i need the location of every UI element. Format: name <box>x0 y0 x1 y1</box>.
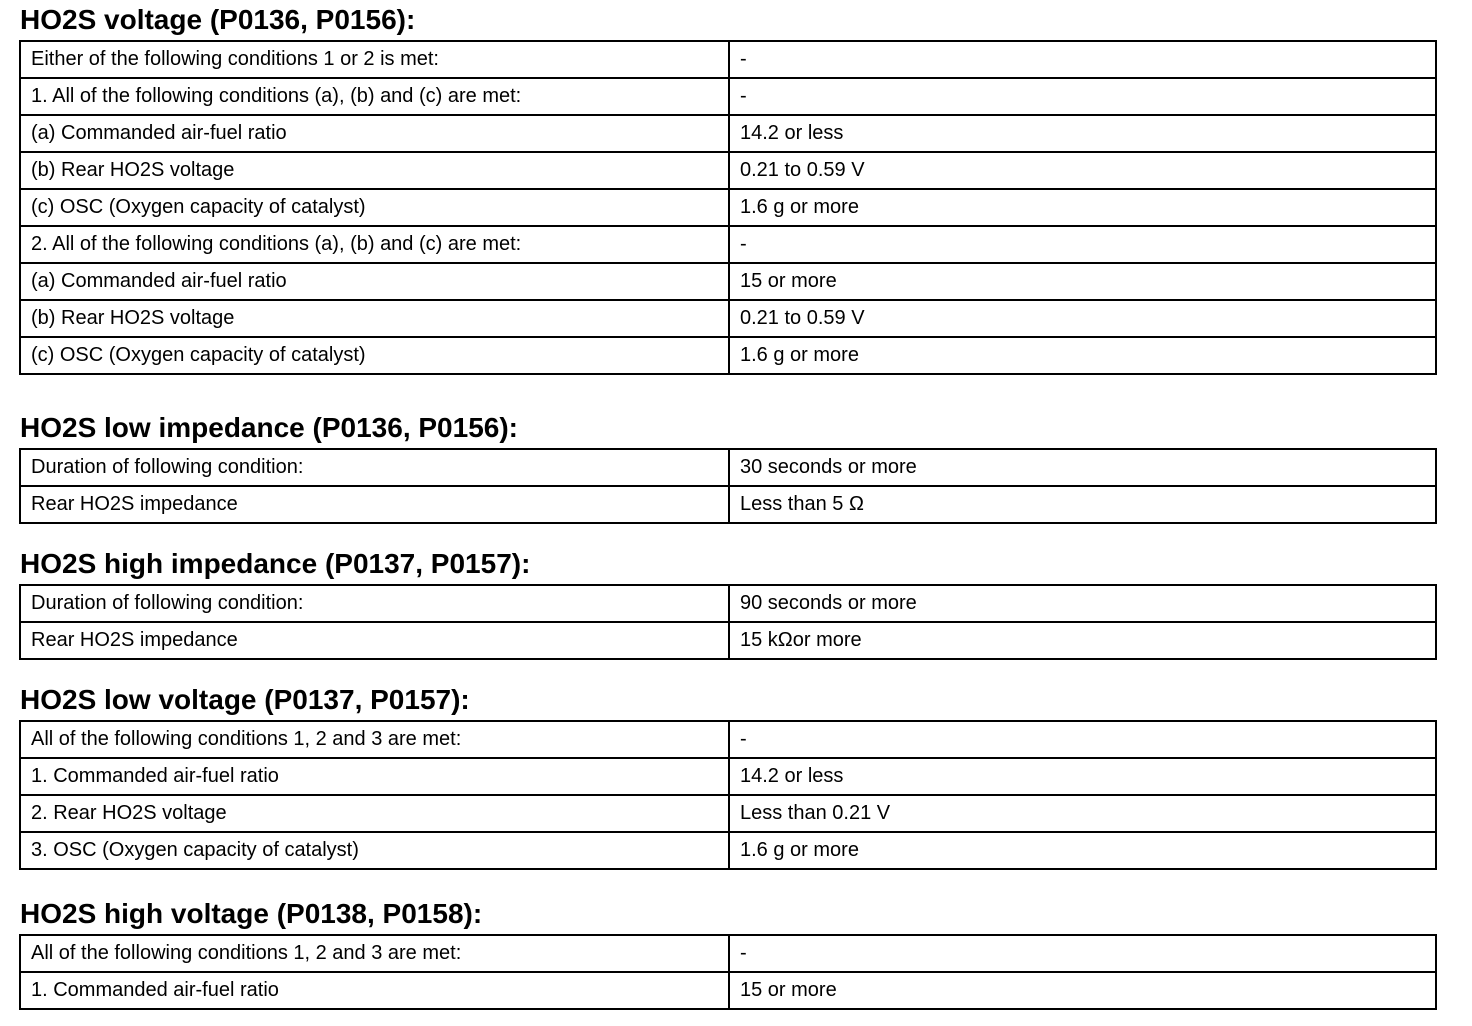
table-row <box>20 300 1436 337</box>
condition-table <box>19 448 1437 524</box>
table-row <box>20 449 1436 486</box>
table-row <box>20 832 1436 869</box>
condition-cell: 3. OSC (Oxygen capacity of catalyst) <box>20 832 729 869</box>
table-row <box>20 585 1436 622</box>
table-row <box>20 721 1436 758</box>
condition-cell: 2. All of the following conditions (a), (b) and (c) are met: <box>20 226 729 263</box>
value-cell: - <box>729 78 1436 115</box>
condition-cell: 1. Commanded air-fuel ratio <box>20 758 729 795</box>
value-cell: 15 kΩor more <box>729 622 1436 659</box>
value-cell: - <box>729 226 1436 263</box>
condition-cell: All of the following conditions 1, 2 and 3 are met: <box>20 935 729 972</box>
condition-cell: (a) Commanded air-fuel ratio <box>20 115 729 152</box>
condition-cell: 1. Commanded air-fuel ratio <box>20 972 729 1009</box>
condition-cell: (a) Commanded air-fuel ratio <box>20 263 729 300</box>
value-cell: - <box>729 721 1436 758</box>
value-cell: 1.6 g or more <box>729 832 1436 869</box>
value-cell: 0.21 to 0.59 V <box>729 152 1436 189</box>
section-title: HO2S voltage (P0136, P0156): <box>20 4 416 35</box>
value-cell: 90 seconds or more <box>729 585 1436 622</box>
table-row <box>20 795 1436 832</box>
value-cell: Less than 5 Ω <box>729 486 1436 523</box>
table-row <box>20 115 1436 152</box>
condition-cell: 1. All of the following conditions (a), (b) and (c) are met: <box>20 78 729 115</box>
condition-table <box>19 934 1437 1010</box>
table-row <box>20 337 1436 374</box>
section-title: HO2S high impedance (P0137, P0157): <box>20 548 531 579</box>
table-row <box>20 226 1436 263</box>
condition-table <box>19 584 1437 660</box>
value-cell: 30 seconds or more <box>729 449 1436 486</box>
table-row <box>20 189 1436 226</box>
condition-cell: Duration of following condition: <box>20 585 729 622</box>
condition-cell: Either of the following conditions 1 or 2 is met: <box>20 41 729 78</box>
condition-table <box>19 40 1437 375</box>
condition-cell: Rear HO2S impedance <box>20 622 729 659</box>
table-row <box>20 935 1436 972</box>
section-title: HO2S high voltage (P0138, P0158): <box>20 898 483 929</box>
condition-cell: (c) OSC (Oxygen capacity of catalyst) <box>20 189 729 226</box>
value-cell: 15 or more <box>729 263 1436 300</box>
table-row <box>20 41 1436 78</box>
table-row <box>20 758 1436 795</box>
value-cell: 15 or more <box>729 972 1436 1009</box>
value-cell: - <box>729 41 1436 78</box>
condition-cell: All of the following conditions 1, 2 and 3 are met: <box>20 721 729 758</box>
value-cell: 14.2 or less <box>729 758 1436 795</box>
value-cell: Less than 0.21 V <box>729 795 1436 832</box>
section-title: HO2S low impedance (P0136, P0156): <box>20 412 518 443</box>
condition-cell: (c) OSC (Oxygen capacity of catalyst) <box>20 337 729 374</box>
value-cell: - <box>729 935 1436 972</box>
table-row <box>20 78 1436 115</box>
value-cell: 0.21 to 0.59 V <box>729 300 1436 337</box>
value-cell: 14.2 or less <box>729 115 1436 152</box>
condition-cell: Duration of following condition: <box>20 449 729 486</box>
condition-cell: (b) Rear HO2S voltage <box>20 300 729 337</box>
value-cell: 1.6 g or more <box>729 189 1436 226</box>
condition-cell: (b) Rear HO2S voltage <box>20 152 729 189</box>
value-cell: 1.6 g or more <box>729 337 1436 374</box>
condition-table <box>19 720 1437 870</box>
condition-cell: 2. Rear HO2S voltage <box>20 795 729 832</box>
condition-cell: Rear HO2S impedance <box>20 486 729 523</box>
table-row <box>20 972 1436 1009</box>
section-title: HO2S low voltage (P0137, P0157): <box>20 684 470 715</box>
table-row <box>20 152 1436 189</box>
table-row <box>20 486 1436 523</box>
table-row <box>20 622 1436 659</box>
table-row <box>20 263 1436 300</box>
